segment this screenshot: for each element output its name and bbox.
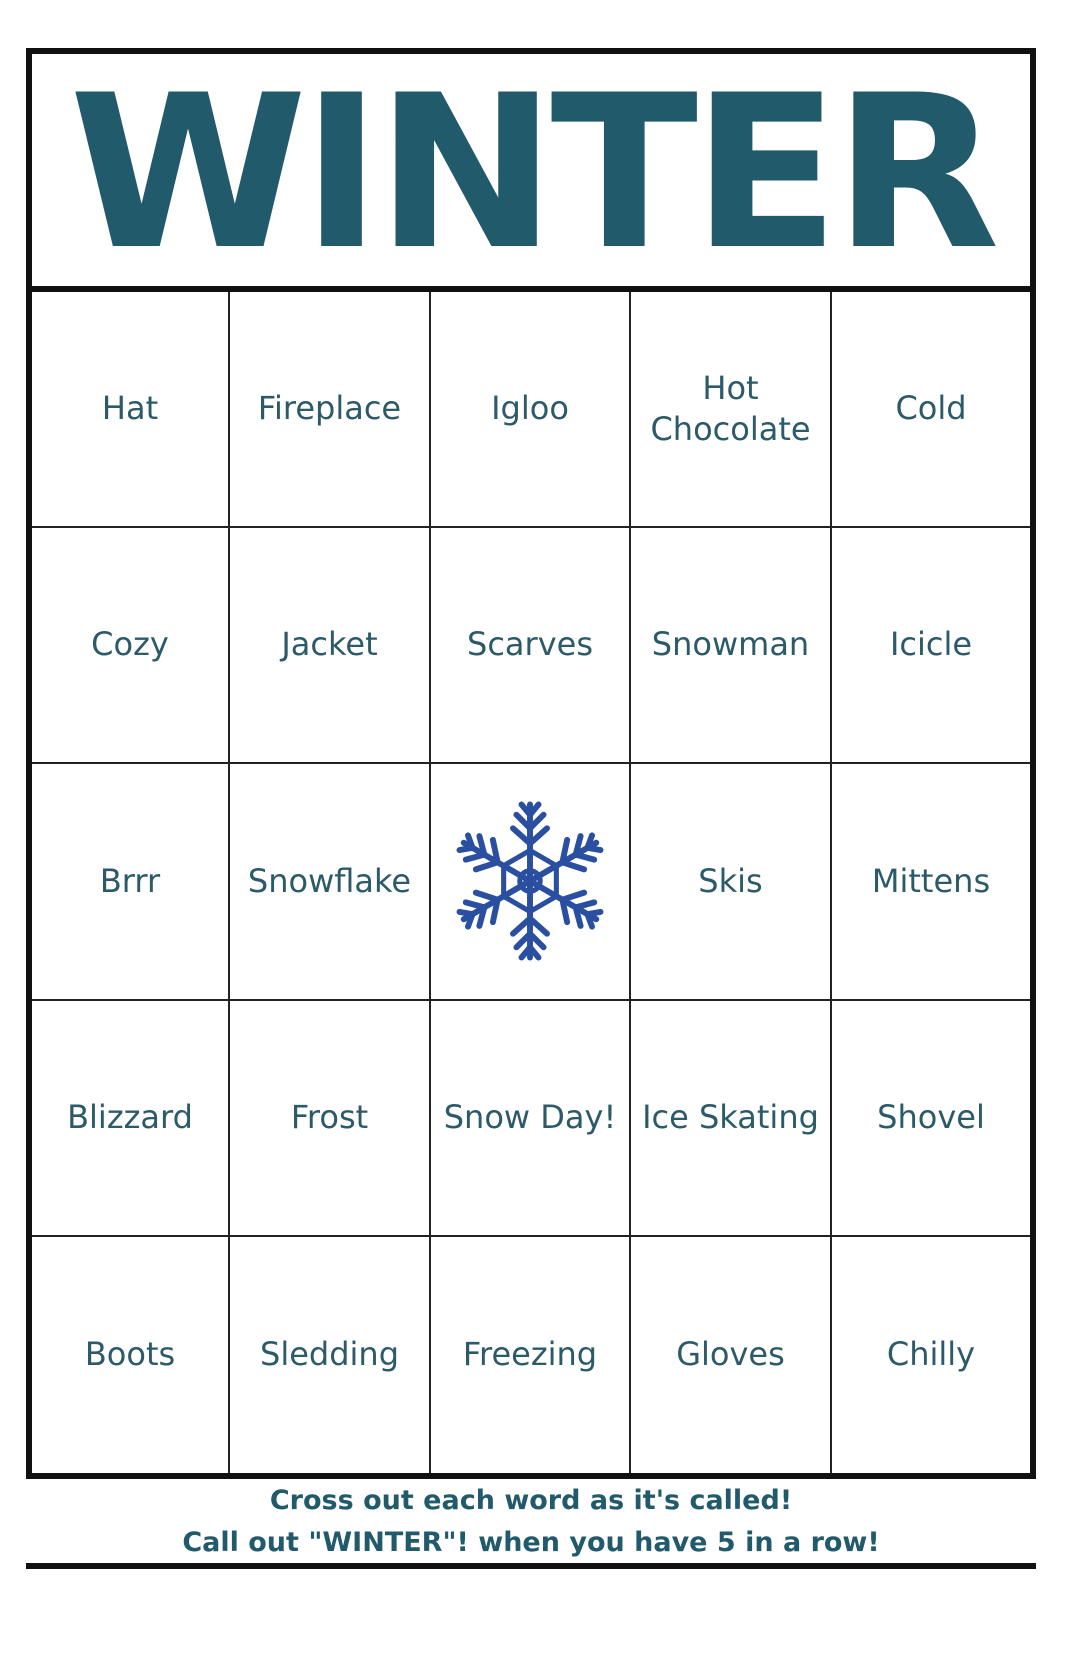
- bingo-card: [26, 48, 1036, 1479]
- free-space-cell[interactable]: [431, 764, 631, 1000]
- bingo-cell[interactable]: Boots: [32, 1237, 230, 1473]
- bingo-cell[interactable]: Frost: [230, 1001, 431, 1237]
- bingo-cell[interactable]: Hat: [32, 292, 230, 528]
- card-title: WINTER: [68, 49, 994, 296]
- bingo-cell[interactable]: Sledding: [230, 1237, 431, 1473]
- bingo-cell[interactable]: Scarves: [431, 528, 631, 764]
- instruction-line-2: Call out "WINTER"! when you have 5 in a row!: [182, 1527, 880, 1558]
- bingo-cell[interactable]: Snowflake: [230, 764, 431, 1000]
- instructions: [26, 1480, 1036, 1564]
- bingo-cell[interactable]: Gloves: [631, 1237, 832, 1473]
- bingo-cell[interactable]: Hot Chocolate: [631, 292, 832, 528]
- bingo-cell[interactable]: Snowman: [631, 528, 832, 764]
- bingo-cell[interactable]: Fireplace: [230, 292, 431, 528]
- footer-divider: [26, 1563, 1036, 1569]
- bingo-cell[interactable]: Mittens: [832, 764, 1030, 1000]
- card-header: [32, 49, 1030, 296]
- bingo-cell[interactable]: Brrr: [32, 764, 230, 1000]
- bingo-cell[interactable]: Ice Skating: [631, 1001, 832, 1237]
- bingo-cell[interactable]: Igloo: [431, 292, 631, 528]
- bingo-cell[interactable]: Freezing: [431, 1237, 631, 1473]
- bingo-cell[interactable]: Shovel: [832, 1001, 1030, 1237]
- bingo-cell[interactable]: Icicle: [832, 528, 1030, 764]
- bingo-cell[interactable]: Jacket: [230, 528, 431, 764]
- snowflake-icon: [445, 796, 615, 966]
- bingo-cell[interactable]: Blizzard: [32, 1001, 230, 1237]
- bingo-cell[interactable]: Cold: [832, 292, 1030, 528]
- instruction-line-1: Cross out each word as it's called!: [269, 1485, 793, 1516]
- bingo-cell[interactable]: Cozy: [32, 528, 230, 764]
- bingo-cell[interactable]: Chilly: [886, 1335, 976, 1374]
- bingo-cell[interactable]: Snow Day!: [431, 1001, 631, 1237]
- bingo-grid: [32, 292, 1030, 1473]
- bingo-cell[interactable]: Skis: [631, 764, 832, 1000]
